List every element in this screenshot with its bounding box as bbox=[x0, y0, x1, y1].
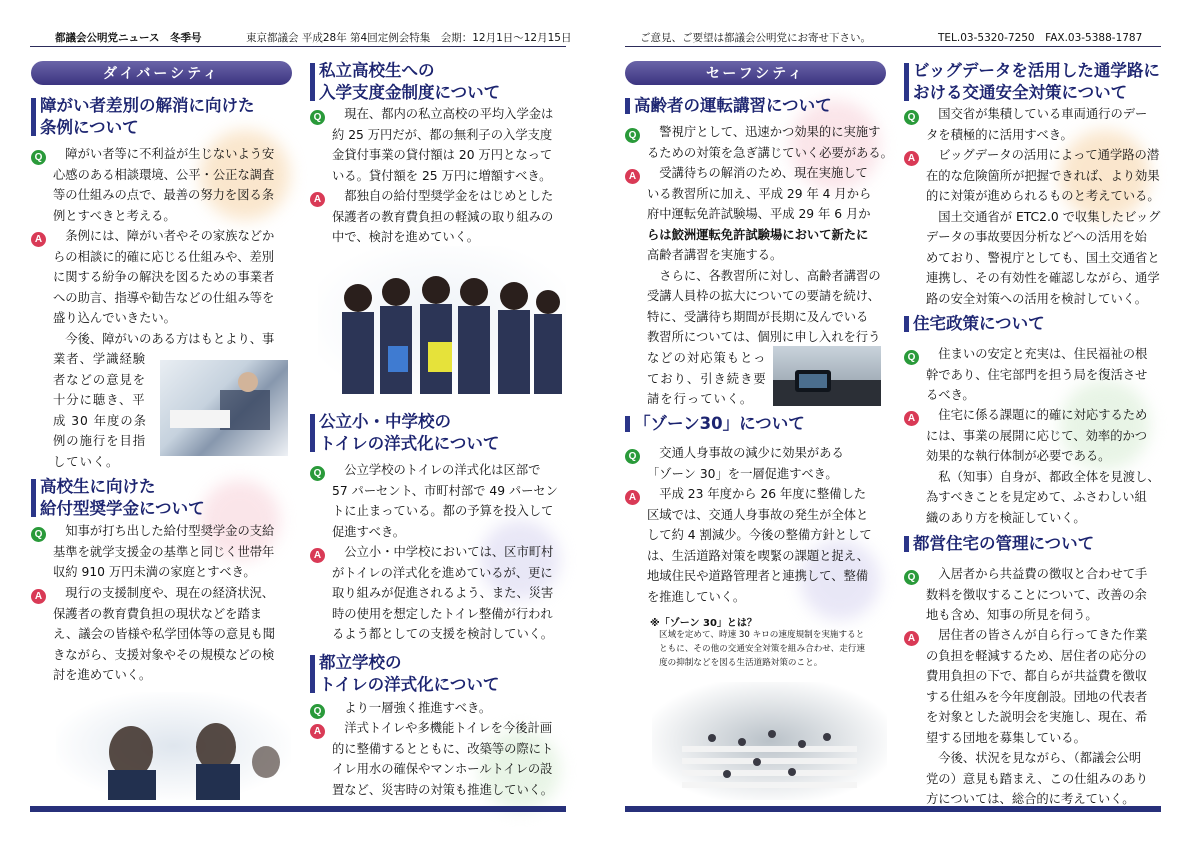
answer-text: ビッグデータの活用によって通学路の潜 在的な危険箇所が把握できれば、より効果 的に対策が進められるものと考えている。 国土交通省が ETC2.0 で収集したビッグ データの事故要因分析などへの活用を始 めており、警視庁としても、国土交通省と 連携し、その有効性を確認しながら、通学 路の安全対策への活用を検討していく。 bbox=[926, 148, 1161, 306]
header-rule-right bbox=[625, 46, 1161, 47]
question-badge: Q bbox=[904, 350, 919, 365]
zone30-note-title: ※「ゾーン 30」とは？ bbox=[650, 618, 757, 629]
question-text: 公立学校のトイレの洋式化は区部で 57 パーセント、市町村部で 49 パーセン トに止まっている。都の予算を投入して 促進すべき。 bbox=[332, 463, 558, 539]
answer-text-continued: などの対応策もとっ ており、引き続き要 請を行っていく。 bbox=[647, 351, 767, 406]
footer-bar-right bbox=[625, 806, 1161, 812]
answer-text: 公立小・中学校においては、区市町村 がトイレの洋式化を進めているが、更に 取り組みが促進されるよう、また、災害 時の使用を想定したトイレ整備が行われ るよう都としての支援を検討していく。 bbox=[332, 545, 554, 641]
question-text: 入居者から共益費の徴収と合わせて手 数料を徴収することについて、改善の余 地も含め、知事の所見を伺う。 bbox=[926, 567, 1148, 622]
section-title-metro-housing: 都営住宅の管理について bbox=[904, 533, 1094, 555]
contact-text: TEL.03-5320-7250 FAX.03-5388-1787 bbox=[938, 32, 1143, 44]
answer-text: 都独自の給付型奨学金をはじめとした 保護者の教育費負担の軽減の取り組みの 中で、検討を進めていく。 bbox=[332, 189, 554, 244]
paper-title: 都議会公明党ニュース 冬季号 bbox=[55, 32, 202, 44]
feedback-text: ご意見、ご要望は都議会公明党にお寄せ下さい。 bbox=[640, 32, 871, 44]
answer-badge: A bbox=[904, 411, 919, 426]
answer-text: 平成 23 年度から 26 年度に整備した 区域では、交通人身事故の発生が全体と して約 4 割減少。今後の整備方針として は、生活道路対策を喫緊の課題と捉え、 地域住民や道路管理者と連携して、整備 を推進していく。 bbox=[647, 487, 872, 604]
photo-consultation bbox=[160, 360, 288, 456]
question-badge: Q bbox=[31, 527, 46, 542]
section-title-elderly-driving: 高齢者の運転講習について bbox=[625, 95, 832, 117]
answer-text-continued: 業者、学識経験 者などの意見を 十分に聴き、平 成 30 年度の条 例の施行を目指 していく。 bbox=[53, 352, 147, 469]
question-text: 現在、都内の私立高校の平均入学金は 約 25 万円だが、都の無利子の入学支度 金貸付事業の貸付額は 20 万円となって いる。貸付額を 25 万円に増額すべき。 bbox=[332, 107, 554, 183]
answer-badge: A bbox=[310, 192, 325, 207]
footer-bar-left bbox=[30, 806, 566, 812]
answer-badge: A bbox=[625, 169, 640, 184]
question-badge: Q bbox=[310, 704, 325, 719]
answer-badge: A bbox=[904, 631, 919, 646]
question-badge: Q bbox=[310, 466, 325, 481]
question-text: 知事が打ち出した給付型奨学金の支給 基準を就学支援金の基準と同じく世帯年 収約 910 万円未満の家庭とすべき。 bbox=[53, 524, 275, 579]
diversity-tag: ダイバーシティ bbox=[31, 61, 292, 85]
section-title-disability: 障がい者差別の解消に向けた 条例について bbox=[31, 95, 255, 139]
question-badge: Q bbox=[904, 110, 919, 125]
question-badge: Q bbox=[904, 570, 919, 585]
question-badge: Q bbox=[625, 128, 640, 143]
header-rule-left bbox=[30, 46, 566, 47]
answer-badge: A bbox=[310, 724, 325, 739]
safecity-tag: セーフシティ bbox=[625, 61, 886, 85]
question-text: 国交省が集積している車両通行のデー タを積極的に活用すべき。 bbox=[926, 107, 1148, 142]
answer-text: 現行の支援制度や、現在の経済状況、 保護者の教育費負担の現状などを踏ま え、議会の皆様や私学団体等の意見も聞 きながら、支援対象やその規模などの検 討を進めていく。 bbox=[53, 586, 276, 682]
section-title-bigdata: ビッグデータを活用した通学路に おける交通安全対策について bbox=[904, 60, 1160, 104]
question-text: 障がい者等に不利益が生じないよう安 心感のある相談環境、公平・公正な調査 等の仕組みの点で、最善の努力を図る条 例とすべきと考える。 bbox=[53, 147, 275, 223]
question-badge: Q bbox=[625, 449, 640, 464]
question-text: 交通人身事故の減少に効果がある 「ゾーン 30」を一層促進すべき。 bbox=[647, 446, 844, 481]
session-info: 東京都議会 平成28年 第4回定例会特集 会期：12月1日〜12月15日 bbox=[246, 32, 572, 44]
section-title-housing-policy: 住宅政策について bbox=[904, 313, 1045, 335]
answer-badge: A bbox=[904, 151, 919, 166]
photo-crosswalk bbox=[652, 682, 887, 800]
section-title-metro-school-toilets: 都立学校の トイレの洋式化について bbox=[310, 652, 499, 696]
question-badge: Q bbox=[310, 110, 325, 125]
answer-text: 住宅に係る課題に的確に対応するため には、事業の展開に応じて、効率的かつ 効果的な執行体制が必要である。 私（知事）自身が、都政全体を見渡し、 為すべきことを見定めて、ふさわしい組 織のあり方を検証していく。 bbox=[926, 408, 1160, 525]
answer-text: 受講待ちの解消のため、現在実施して いる教習所に加え、平成 29 年 4 月から 府中運転免許試験場、平成 29 年 6 月か らは鮫洲運転免許試験場において新たに 高齢者講習を実施する。 さらに、各教習所に対し、高齢者講習の 受講人員枠の拡大についての要請を続け、 特に、受講待ち期間が長期に及んでいる 教習所については、個別に申し入れを行う bbox=[647, 166, 881, 344]
answer-badge: A bbox=[310, 548, 325, 563]
answer-badge: A bbox=[31, 589, 46, 604]
section-title-entrance-fund: 私立高校生への 入学支度金制度について bbox=[310, 60, 500, 104]
photo-car-dashboard bbox=[773, 346, 881, 406]
answer-badge: A bbox=[31, 232, 46, 247]
question-badge: Q bbox=[31, 150, 46, 165]
photo-students-class bbox=[56, 692, 291, 800]
section-title-public-school-toilets: 公立小・中学校の トイレの洋式化について bbox=[310, 411, 499, 455]
question-text: より一層強く推進すべき。 bbox=[332, 701, 492, 715]
section-title-scholarship: 高校生に向けた 給付型奨学金について bbox=[31, 476, 205, 520]
answer-badge: A bbox=[625, 490, 640, 505]
section-title-zone30: 「ゾーン30」について bbox=[625, 413, 805, 435]
answer-text: 居住者の皆さんが自ら行ってきた作業 の負担を軽減するため、居住者の応分の 費用負担の下で、都自らが共益費を徴収 する仕組みを今年度創設。団地の代表者 を対象とした説明会を実施し、現在、希 望する団地を募集している。 今後、状況を見ながら、（都議会公明 党の）意見も踏まえ、この仕組みのあり 方については、総合的に考えていく。 bbox=[926, 628, 1149, 806]
question-text: 警視庁として、迅速かつ効果的に実施す るための対策を急ぎ講じていく必要がある。 bbox=[647, 125, 893, 160]
answer-text: 洋式トイレや多機能トイレを今後計画 的に整備するとともに、改築等の際にト イレ用水の確保やマンホールトイレの設 置など、災害時の対策も推進していく。 bbox=[332, 721, 554, 797]
zone30-note-body: 区域を定めて、時速 30 キロの速度規制を実施すると ともに、その他の交通安全対策を組み合わせ、走行速 度の抑制などを図る生活道路対策のこと。 bbox=[659, 630, 865, 668]
photo-highschool-students bbox=[318, 246, 566, 394]
question-text: 住まいの安定と充実は、住民福祉の根 幹であり、住宅部門を担う局を復活させ るべき。 bbox=[926, 347, 1148, 402]
answer-text: 条例には、障がい者やその家族などか らの相談に的確に応じる仕組みや、差別 に関する紛争の解決を図るための事業者 への助言、指導や勧告などの仕組み等を 盛り込んでいきたい。 今後、障がいのある方はもとより、事 bbox=[53, 229, 275, 346]
